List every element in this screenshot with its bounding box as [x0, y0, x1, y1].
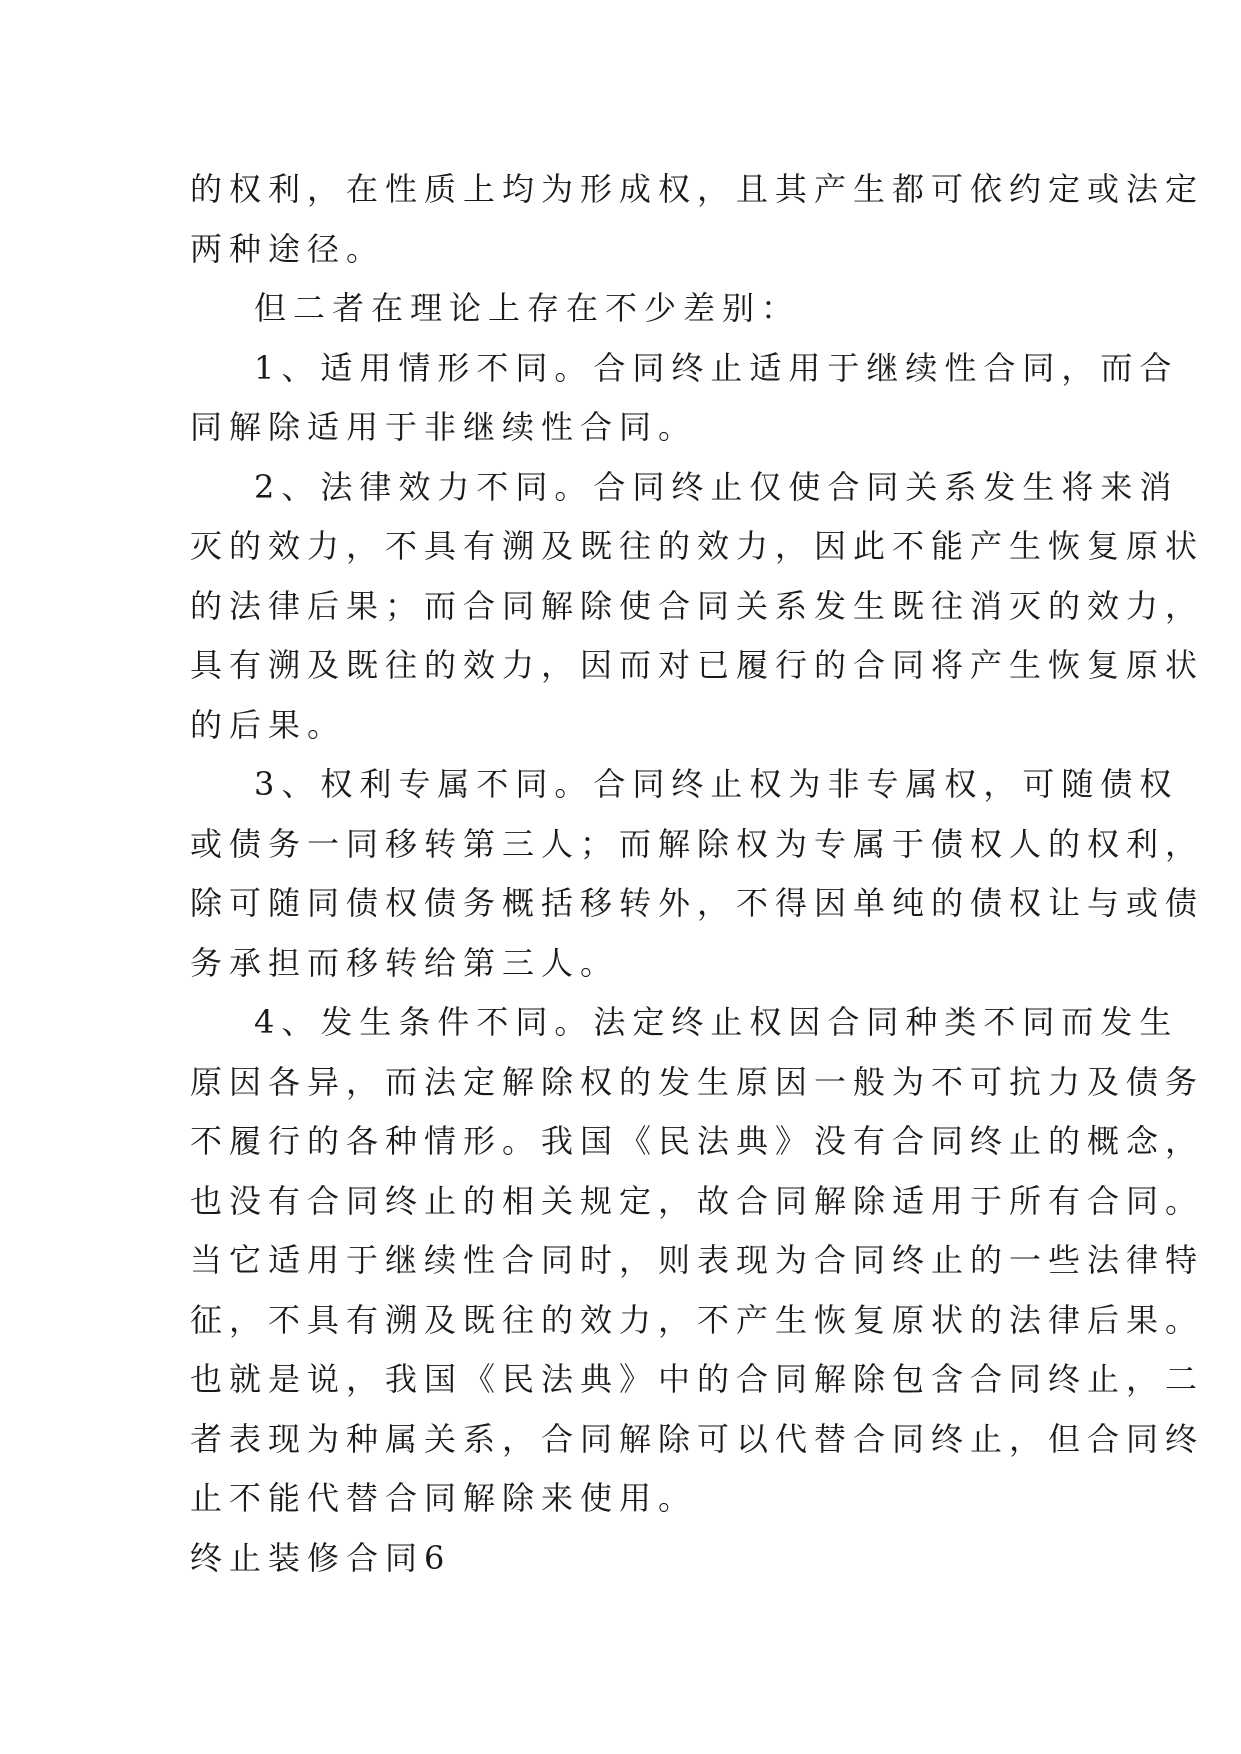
text-line: 也没有合同终止的相关规定，故合同解除适用于所有合同。 — [190, 1181, 1205, 1220]
text-line: 具有溯及既往的效力，因而对已履行的合同将产生恢复原状 — [190, 646, 1205, 684]
text-line: 1、适用情形不同。合同终止适用于继续性合同，而合 — [254, 348, 1179, 387]
text-line: 同解除适用于非继续性合同。 — [190, 408, 698, 446]
text-line: 征，不具有溯及既往的效力，不产生恢复原状的法律后果。 — [190, 1300, 1205, 1339]
section-heading: 终止装修合同6 — [190, 1538, 452, 1577]
text-line: 但二者在理论上存在不少差别： — [254, 289, 801, 327]
text-line: 的后果。 — [190, 705, 347, 744]
text-line: 的法律后果；而合同解除使合同关系发生既往消灭的效力， — [190, 586, 1205, 625]
document-body — [190, 160, 1205, 1588]
text-line: 原因各异，而法定解除权的发生原因一般为不可抗力及债务 — [190, 1062, 1205, 1101]
text-line: 2、法律效力不同。合同终止仅使合同关系发生将来消 — [254, 467, 1179, 506]
text-line: 当它适用于继续性合同时，则表现为合同终止的一些法律特 — [190, 1241, 1205, 1279]
text-line: 3、权利专属不同。合同终止权为非专属权，可随债权 — [254, 765, 1179, 803]
text-line: 务承担而移转给第三人。 — [190, 943, 620, 982]
text-line: 的权利，在性质上均为形成权，且其产生都可依约定或法定 — [190, 170, 1205, 208]
text-line: 4、发生条件不同。法定终止权因合同种类不同而发生 — [254, 1003, 1179, 1041]
text-line: 者表现为种属关系，合同解除可以代替合同终止，但合同终 — [190, 1419, 1205, 1458]
text-line: 两种途径。 — [190, 229, 386, 268]
text-line: 止不能代替合同解除来使用。 — [190, 1479, 698, 1517]
text-line: 或债务一同移转第三人；而解除权为专属于债权人的权利， — [190, 824, 1205, 863]
text-line: 除可随同债权债务概括移转外，不得因单纯的债权让与或债 — [190, 884, 1205, 922]
text-line: 也就是说，我国《民法典》中的合同解除包含合同终止，二 — [190, 1360, 1205, 1398]
text-line: 不履行的各种情形。我国《民法典》没有合同终止的概念， — [190, 1122, 1205, 1160]
text-line: 灭的效力，不具有溯及既往的效力，因此不能产生恢复原状 — [190, 527, 1205, 565]
